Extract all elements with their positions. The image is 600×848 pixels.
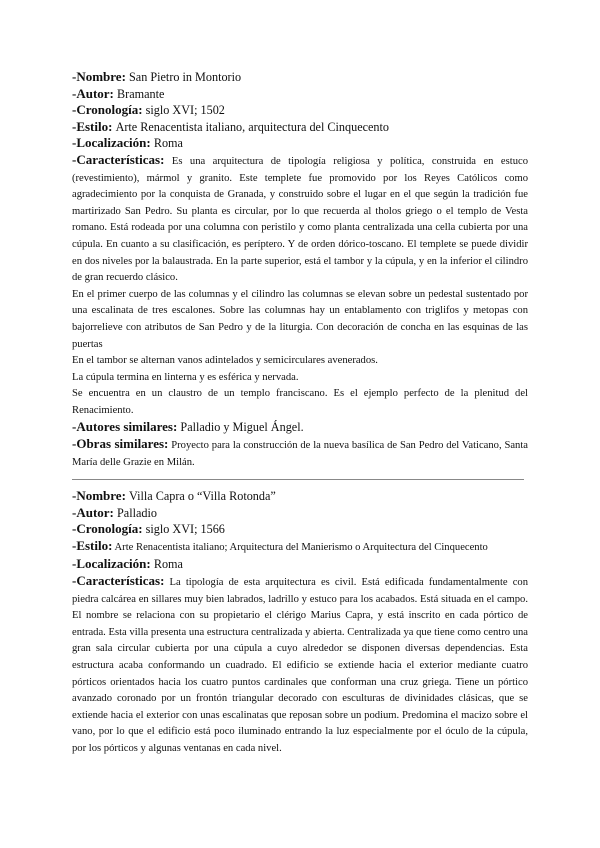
value-autor: Bramante [117,86,165,101]
label-cronologia: -Cronología: [72,521,143,537]
paragraph-claustro: Se encuentra en un claustro de un templo franciscano. Es el ejemplo perfecto de la plenitud del Renacimiento. [72,388,528,416]
label-estilo: -Estilo: [72,537,113,553]
field-localizacion [72,556,528,573]
label-caracteristicas: -Características: [72,151,165,167]
field-cronologia [72,521,528,538]
field-caracteristicas [72,152,528,287]
paragraph-tambor: En el tambor se alternan vanos adintelados y semicirculares avenerados. [72,355,378,367]
field-autor [72,86,528,103]
field-nombre [72,488,528,505]
value-localizacion: Roma [153,557,183,572]
field-nombre [72,69,528,86]
value-nombre: San Pietro in Montorio [129,70,242,84]
label-localizacion: -Localización: [72,556,151,572]
field-localizacion [72,135,528,152]
value-autores-similares: Palladio y Miguel Ángel. [180,420,304,435]
value-obras-similares: Proyecto para la construcción de la nueva basílica de San Pedro del Vaticano, Santa María delle Grazie en Milán. [72,440,528,468]
field-caracteristicas [72,573,528,758]
field-cronologia [72,102,528,119]
value-caracteristicas: La tipología de esta arquitectura es civil. Está edificada fundamentalmente con piedra calcárea en sillares muy bien labrados, ladrillo y estuco para los acabados. Está situada en el campo. El nombre se relaciona con su propietario el clérigo Marius Capra, y está inscrito en cada pórtico de entrada. Esta villa presenta una estructura centralizada y abierta. Centralizada ya que tiene como centro una gran sala circular cubierta por una cúpula a cuyo alrededor se disponen diversas dependencias. Esta estructura acaba conformando un cuadrado. El edificio se extiende hacia el exterior mediante cuatro pórticos orientados hacia los cuatro puntos cardinales que conforman una cruz griega. Tiene un pórtico avanzado coronado por un frontón triangular decorado con esculturas de divinidades clásicas, que se extiende hacia el exterior con unas escalinatas que reposan sobre un podium. Predomina el macizo sobre el vano, por lo que el edificio está poco iluminado entrando la luz especialmente por el óculo de la cúpula, por los pórticos y algunas ventanas en cada nivel. [72,576,529,754]
section-divider [72,479,524,480]
field-estilo [72,119,528,136]
paragraph-columnas: En el primer cuerpo de las columnas y el cilindro las columnas se elevan sobre un pedestal sustentado por una escalinata de tres escalones. Sobre las columnas hay un entablamento con triglifos y metopas con bajorrelieve con atributos de San Pedro y de la liturgia. Con decoración de concha en las esquinas de las puertas [72,288,528,350]
value-estilo: Arte Renacentista italiano; Arquitectura del Manierismo o Arquitectura del Cinquecento [114,541,488,553]
entry-san-pietro [72,69,528,471]
label-localizacion: -Localización: [72,135,151,151]
value-autor: Palladio [117,505,157,520]
label-estilo: -Estilo: [72,118,113,134]
label-autores-similares: -Autores similares: [72,419,178,435]
field-autores-similares [72,419,528,436]
label-autor: -Autor: [72,85,114,101]
field-estilo [72,538,528,557]
label-obras-similares: -Obras similares: [72,436,169,452]
value-caracteristicas: Es una arquitectura de tipología religiosa y política, construida en estuco (revestimiento), mármol y granito. Este templete fue promovido por los Reyes Católicos como agradecimiento por la conquista de Granada, y construido sobre el lugar en el que según la tradición fue martirizado San Pedro. Su planta es circular, por lo que recuerda al tholos griego o el templo de Vesta romano. Está rodeada por una columna con peristilo y como planta centralizada una cella cubierta por una cúpula. En cuanto a su clasificación, es períptero. Y de orden dórico-toscano. El templete se puede dividir en dos niveles por la balaustrada. En la parte superior, está el tambor y la cúpula, y en la inferior el cilindro de gran recuerdo clásico. [72,155,528,284]
label-autor: -Autor: [72,504,114,520]
value-nombre: Villa Capra o “Villa Rotonda” [129,489,276,503]
label-caracteristicas: -Características: [72,572,165,588]
value-cronologia: siglo XVI; 1566 [145,522,225,537]
field-autor [72,505,528,522]
field-obras-similares [72,436,528,471]
label-cronologia: -Cronología: [72,102,143,118]
value-localizacion: Roma [153,136,183,151]
value-cronologia: siglo XVI; 1502 [145,103,225,118]
entry-villa-capra [72,488,528,758]
label-nombre: -Nombre: [72,69,126,84]
value-estilo: Arte Renacentista italiano, arquitectura del Cinquecento [115,119,389,134]
paragraph-cupula: La cúpula termina en linterna y es esférica y nervada. [72,371,299,383]
label-nombre: -Nombre: [72,488,126,503]
